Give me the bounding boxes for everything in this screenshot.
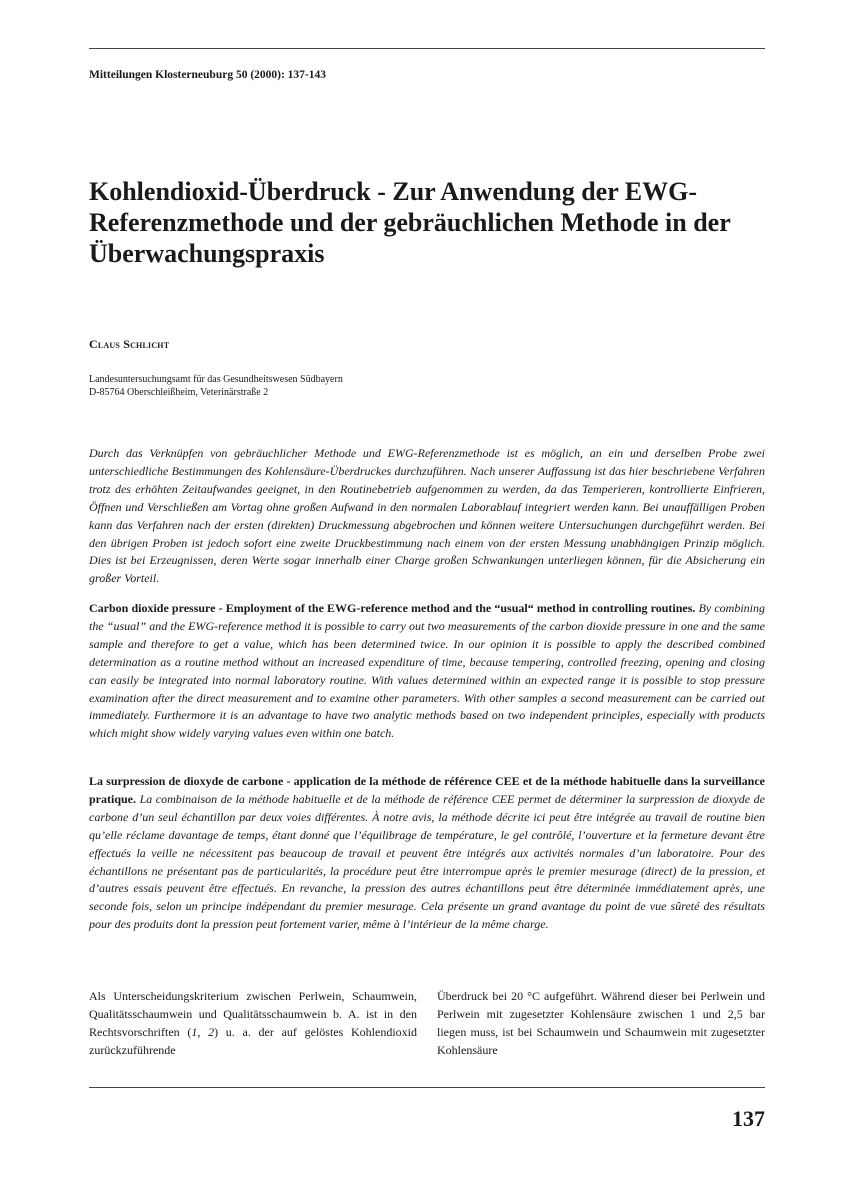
bottom-rule [89,1087,765,1088]
article-title: Kohlendioxid-Überdruck - Zur Anwendung der EWG-Referenzmethode und der gebräuchlichen Methode in der Überwachungspraxis [89,177,731,268]
body-text: Überdruck bei 20 °C aufgeführt. Während dieser bei Perlwein und Perlwein mit zugesetzter Kohlensäure zwischen 1 und 2,5 bar liegen muss, ist bei Schaumwein und Schaumwein mit zugesetzter Kohlensäure [437,989,765,1057]
top-rule [89,48,765,49]
author-affiliation [89,373,343,399]
citation-ref[interactable]: 2 [208,1025,215,1039]
journal-citation: Mitteilungen Klosterneuburg 50 (2000): 137-143 [89,69,327,81]
abstract-german [89,445,765,588]
abstract-english-heading: Carbon dioxide pressure - Employment of the EWG-reference method and the “usual“ method in controlling routines. [89,601,696,615]
abstract-french-heading: La surpression de dioxyde de carbone - application de la méthode de référence CEE et de la méthode habituelle dans la surveillance pratique. [89,774,765,806]
citation-separator: , [197,1025,209,1039]
body-column-right [437,987,765,1059]
abstract-french-text: La combinaison de la méthode habituelle et de la méthode de référence CEE permet de déterminer la surpression de dioxyde de carbone d’un seul échantillon par deux voies différentes. À notre avis, la méthode décrite ici peut être intégrée au travail de routine bien qu’elle réclame davantage de temps, étant donné que l’équilibrage de température, le gel contrôlé, l’ouverture et la fermeture devant être effectués la veille ne nécessitent pas beaucoup de travail et peuvent être intégrés aux activités normales d’un laboratoire. Pour des échantillons ne présentant pas de particularités, la procédure peut être interrompue après le premier mesurage (direct) de la pression, et d’autres essais peuvent être effectués. En revanche, la pression des autres échantillons peut être déterminée immédiatement après, une seconde fois, selon un principe indépendant du premier mesurage. Cela présente un grand avantage du point de vue sûreté des résultats pour des produits dont la pression peut fortement varier, même à l’intérieur de la même charge. [89,791,766,932]
citation-ref[interactable]: 1 [191,1025,198,1039]
body-text: ) u. a. der auf gelöstes Kohlendioxid zurückzuführende [89,1025,417,1057]
abstract-german-text: Durch das Verknüpfen von gebräuchlicher Methode und EWG-Referenzmethode ist es möglich, an ein und derselben Probe zwei unterschiedliche Bestimmungen des Kohlensäure-Überdruckes durchzuführen. Nach unserer Auffassung ist das hier beschriebene Verfahren trotz des erhöhten Zeitaufwandes geeignet, in den Routinebetrieb aufgenommen zu werden, da das Temperieren, kontrollierte Einfrieren, Öffnen und Verschließen am Vortag ohne großen Aufwand in den normalen Laborablauf integriert werden kann. Bei unauffälligen Proben kann das Verfahren nach der ersten (direkten) Druckmessung abgebrochen und können weitere Untersuchungen durchgeführt werden. Bei den übrigen Proben ist jedoch sofort eine zweite Druckbestimmung nach einem von der ersten Messung unabhängigen Prinzip möglich. Dies ist bei Erzeugnissen, deren Werte sogar innerhalb einer Charge großen Schwankungen unterliegen können, für die Absicherung ein großer Vorteil. [89,446,765,586]
page-number: 137 [732,1106,765,1131]
author-name: Claus Schlicht [89,337,170,351]
body-text: Als Unterscheidungskriterium zwischen Perlwein, Schaumwein, Qualitätsschaumwein und Qualitätsschaumwein b. A. ist in den Rechtsvorschriften ( [89,989,417,1039]
abstract-english [89,600,765,743]
abstract-french [89,773,765,934]
body-column-left [89,987,417,1059]
affiliation-line-2: D-85764 Oberschleißheim, Veterinärstraße 2 [89,387,269,398]
abstract-english-text: By combining the “usual” and the EWG-reference method it is possible to carry out two measurements of the carbon dioxide pressure in one and the same sample and therefore to get a value, which has been determined twice. In our opinion it is possible to apply the described combined determination as a routine method without an increased expenditure of time, because tempering, controlled freezing, opening and closing can easily be integrated into normal laboratory routine. With values determined within an expected range it is possible to stop pressure examination after the direct measurement and to examine other parameters. With other samples a second measurement can be carried out immediately. Furthermore it is an advantage to have two analytic methods based on two independent principles, especially with products which might show widely varying values even within one batch. [89,601,765,741]
affiliation-line-1: Landesuntersuchungsamt für das Gesundheitswesen Südbayern [89,374,343,385]
